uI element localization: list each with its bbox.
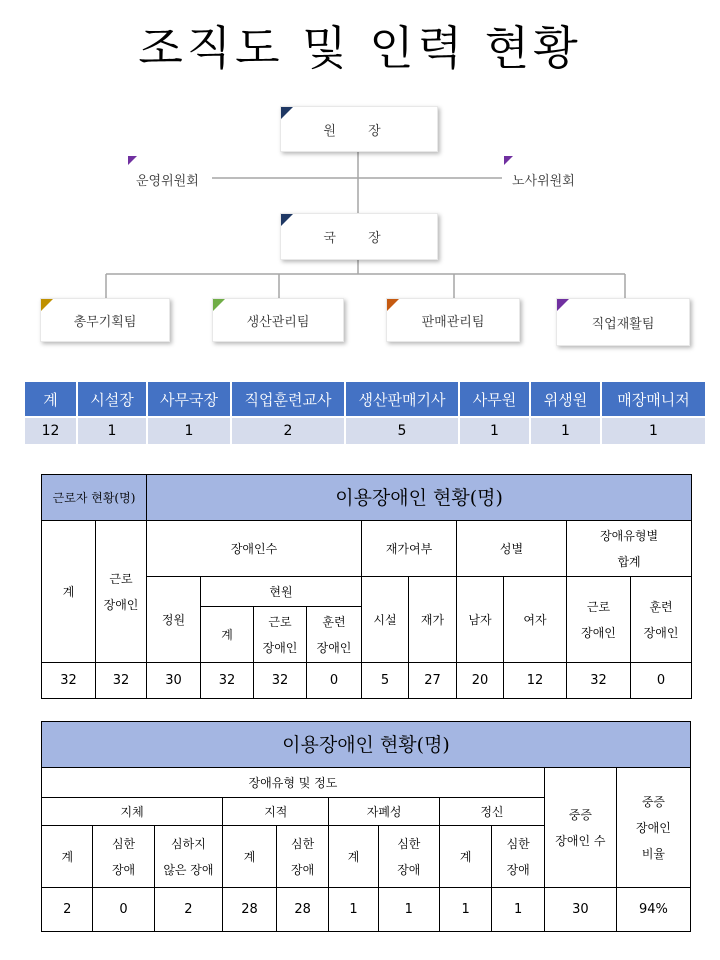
org-team-label: 총무기획팀 — [73, 314, 137, 330]
header-autism: 자폐성 — [329, 798, 439, 826]
staff-header-cell: 위생원 — [530, 381, 601, 417]
value-cell: 27 — [409, 663, 457, 699]
header-autism-severe: 심한 장애 — [378, 826, 439, 888]
header-intellectual-severe: 심한 장애 — [276, 826, 329, 888]
header-current-worker: 근로 장애인 — [254, 607, 307, 663]
value-cell: 0 — [307, 663, 362, 699]
header-gender: 성별 — [457, 521, 567, 577]
staff-value-row — [24, 417, 706, 445]
header-type-degree: 장애유형 및 정도 — [42, 768, 545, 798]
value-cell: 2 — [42, 888, 93, 932]
header-quota: 정원 — [147, 577, 201, 663]
org-team-box — [40, 298, 170, 342]
value-cell: 0 — [93, 888, 154, 932]
corner-marker-icon — [213, 299, 225, 311]
staff-header-cell: 계 — [24, 381, 77, 417]
status1-value-row — [42, 663, 692, 699]
staff-header-row — [24, 381, 706, 417]
staff-header-cell: 매장매니저 — [601, 381, 706, 417]
staff-value-cell: 5 — [345, 417, 459, 445]
org-committee-right-label: 노사위원회 — [512, 174, 575, 189]
value-cell: 32 — [42, 663, 96, 699]
value-cell: 20 — [457, 663, 504, 699]
org-team-label: 생산관리팀 — [246, 314, 310, 330]
staff-value-cell: 12 — [24, 417, 77, 445]
org-team-box — [556, 298, 690, 346]
staff-value-cell: 1 — [601, 417, 706, 445]
header-type-total: 장애유형별 합계 — [567, 521, 692, 577]
value-cell: 32 — [201, 663, 254, 699]
value-cell: 1 — [439, 888, 492, 932]
corner-marker-icon — [281, 214, 293, 226]
value-cell: 2 — [154, 888, 223, 932]
staff-value-cell: 1 — [459, 417, 530, 445]
header-home: 재가 — [409, 577, 457, 663]
corner-marker-icon — [128, 156, 137, 165]
header-worker-disabled: 근로 장애인 — [96, 521, 147, 663]
org-box-bureau-chief — [280, 213, 438, 260]
staff-value-cell: 2 — [231, 417, 345, 445]
corner-marker-icon — [281, 107, 293, 119]
header-disabled-count: 장애인수 — [147, 521, 362, 577]
org-chart — [0, 0, 720, 360]
value-cell: 32 — [254, 663, 307, 699]
org-team-label: 직업재활팀 — [591, 316, 655, 332]
header-severe-ratio: 중증 장애인 비율 — [616, 768, 690, 888]
worker-status-title: 근로자 현황(명) — [42, 475, 147, 521]
org-bureau-chief-label: 국 장 — [323, 231, 395, 246]
header-type-worker: 근로 장애인 — [567, 577, 631, 663]
header-mental: 정신 — [439, 798, 544, 826]
value-cell: 5 — [362, 663, 409, 699]
header-current-total: 계 — [201, 607, 254, 663]
user-status-title: 이용장애인 현황(명) — [147, 475, 692, 521]
staff-value-cell: 1 — [77, 417, 147, 445]
status2-value-row — [42, 888, 691, 932]
staff-header-cell: 생산판매기사 — [345, 381, 459, 417]
disability-table-title: 이용장애인 현황(명) — [42, 722, 691, 768]
header-autism-total: 계 — [329, 826, 378, 888]
org-team-label: 판매관리팀 — [421, 314, 485, 330]
user-disability-type-table — [41, 721, 691, 932]
header-residence: 재가여부 — [362, 521, 457, 577]
header-physical-total: 계 — [42, 826, 93, 888]
staff-header-cell: 직업훈련교사 — [231, 381, 345, 417]
worker-user-status-table — [41, 474, 692, 699]
value-cell: 28 — [276, 888, 329, 932]
staff-header-cell: 사무원 — [459, 381, 530, 417]
corner-marker-icon — [504, 156, 513, 165]
header-physical: 지체 — [42, 798, 223, 826]
corner-marker-icon — [557, 299, 569, 311]
value-cell: 1 — [492, 888, 545, 932]
staff-header-cell: 사무국장 — [147, 381, 231, 417]
header-type-trainee: 훈련 장애인 — [631, 577, 692, 663]
value-cell: 30 — [147, 663, 201, 699]
org-team-box — [212, 298, 344, 342]
staff-table — [23, 380, 707, 446]
org-box-director — [280, 106, 438, 152]
header-intellectual: 지적 — [223, 798, 329, 826]
header-total: 계 — [42, 521, 96, 663]
org-team-box — [386, 298, 520, 342]
org-committee-right — [508, 170, 579, 189]
org-committee-left — [132, 170, 203, 189]
header-current-trainee: 훈련 장애인 — [307, 607, 362, 663]
header-physical-severe: 심한 장애 — [93, 826, 154, 888]
header-intellectual-total: 계 — [223, 826, 277, 888]
corner-marker-icon — [41, 299, 53, 311]
header-mental-total: 계 — [439, 826, 492, 888]
value-cell: 32 — [96, 663, 147, 699]
value-cell: 12 — [504, 663, 567, 699]
org-committee-left-label: 운영위원회 — [136, 174, 199, 189]
value-cell: 32 — [567, 663, 631, 699]
corner-marker-icon — [387, 299, 399, 311]
page-title: 조직도 및 인력 현황 — [138, 21, 582, 75]
header-physical-not-severe: 심하지 않은 장애 — [154, 826, 223, 888]
value-cell: 1 — [329, 888, 378, 932]
header-facility: 시설 — [362, 577, 409, 663]
value-cell: 0 — [631, 663, 692, 699]
staff-value-cell: 1 — [147, 417, 231, 445]
staff-header-cell: 시설장 — [77, 381, 147, 417]
header-current: 현원 — [201, 577, 362, 607]
value-cell: 1 — [378, 888, 439, 932]
header-severe-count: 중증 장애인 수 — [544, 768, 616, 888]
value-cell: 30 — [544, 888, 616, 932]
value-cell: 94% — [616, 888, 690, 932]
org-director-label: 원 장 — [323, 123, 395, 139]
header-male: 남자 — [457, 577, 504, 663]
staff-value-cell: 1 — [530, 417, 601, 445]
header-mental-severe: 심한 장애 — [492, 826, 545, 888]
header-female: 여자 — [504, 577, 567, 663]
value-cell: 28 — [223, 888, 277, 932]
